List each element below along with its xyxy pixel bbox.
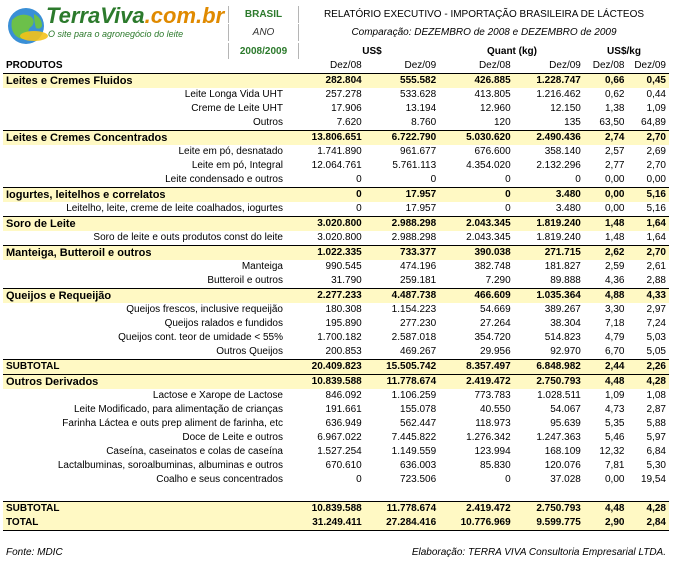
cell-uskg-dez08: 7,18 — [604, 318, 625, 329]
cell-kg-dez08: 1.276.342 — [466, 432, 511, 443]
cell-us-dez09: 4.487.738 — [365, 289, 439, 304]
cell-kg-dez08: 466.609 — [439, 289, 513, 304]
cell-us-dez08 — [286, 487, 365, 502]
cell-kg-dez08: 2.043.345 — [439, 217, 513, 232]
cell-us-dez08: 0 — [286, 188, 365, 203]
cell-kg-dez09: 2.750.793 — [514, 375, 584, 390]
cell-uskg-dez09: 7,24 — [646, 318, 666, 329]
cell-kg-dez08: 2.419.472 — [439, 502, 513, 517]
row-label: SUBTOTAL — [3, 360, 286, 375]
cell-uskg-dez08: 0,62 — [604, 89, 625, 100]
cell-uskg-dez09: 5,05 — [646, 346, 666, 357]
cell-us-dez08: 0 — [356, 474, 362, 485]
cell-us-dez09: 2.587.018 — [391, 332, 437, 343]
cell-uskg-dez08: 0,00 — [604, 203, 625, 214]
cell-uskg-dez08: 5,46 — [604, 432, 625, 443]
cell-kg-dez08: 120 — [493, 117, 511, 128]
cell-kg-dez08: 123.994 — [474, 446, 511, 457]
cell-uskg-dez09: 4,28 — [627, 502, 669, 517]
cell-uskg-dez09: 2,70 — [646, 160, 666, 171]
cell-us-dez08: 10.839.588 — [286, 375, 365, 390]
cell-uskg-dez09: 4,33 — [627, 289, 669, 304]
cell-kg-dez08: 7.290 — [485, 275, 511, 286]
cell-uskg-dez08: 1,48 — [584, 217, 628, 232]
brand-domain: .com.br — [144, 3, 225, 28]
cell-kg-dez09: 358.140 — [544, 146, 581, 157]
cell-kg-dez09: 9.599.775 — [514, 516, 584, 531]
cell-us-dez08: 257.278 — [325, 89, 362, 100]
cell-kg-dez08: 0 — [505, 203, 511, 214]
cell-kg-dez09: 92.970 — [550, 346, 581, 357]
row-label — [3, 487, 286, 502]
cell-us-dez09: 11.778.674 — [365, 502, 439, 517]
cell-us-dez08: 12.064.761 — [311, 160, 362, 171]
cell-kg-dez09: 2.750.793 — [514, 502, 584, 517]
cell-us-dez09: 277.230 — [400, 318, 437, 329]
cell-kg-dez09: 135 — [564, 117, 581, 128]
row-label: Manteiga — [241, 261, 283, 272]
table-row — [3, 389, 669, 403]
cell-kg-dez09: 0 — [575, 174, 581, 185]
cell-kg-dez09: 1.035.364 — [514, 289, 584, 304]
cell-kg-dez09 — [514, 487, 584, 502]
cell-kg-dez09: 514.823 — [544, 332, 581, 343]
footer-credit: Elaboração: TERRA VIVA Consultoria Empresarial LTDA. — [411, 547, 666, 558]
row-label: Soro de leite e outs produtos const do leite — [93, 232, 283, 243]
cell-kg-dez08: 413.805 — [474, 89, 511, 100]
report-comparison: Comparação: DEZEMBRO de 2008 e DEZEMBRO de 2009 — [298, 24, 669, 41]
cell-kg-dez09: 95.639 — [550, 418, 581, 429]
cell-uskg-dez08: 5,35 — [604, 418, 625, 429]
terraviva-logo[interactable] — [6, 4, 228, 48]
cell-kg-dez09: 89.888 — [550, 275, 581, 286]
cell-us-dez09: 733.377 — [365, 246, 439, 261]
table-row — [3, 159, 669, 173]
cell-uskg-dez08: 2,90 — [584, 516, 628, 531]
table-row — [3, 431, 669, 445]
cell-uskg-dez09: 1,64 — [627, 217, 669, 232]
cell-uskg-dez09: 1,64 — [646, 232, 666, 243]
cell-uskg-dez08: 4,73 — [604, 404, 625, 415]
blank-row — [3, 487, 669, 502]
table-row — [3, 116, 669, 131]
col-group-quant: Quant (kg) — [487, 45, 537, 57]
cell-us-dez08: 990.545 — [325, 261, 362, 272]
footer-source: Fonte: MDIC — [6, 547, 63, 558]
imports-table — [3, 59, 669, 531]
col-group-us: US$ — [298, 43, 445, 59]
cell-us-dez08: 1.741.890 — [317, 146, 362, 157]
cell-kg-dez08: 54.669 — [480, 304, 511, 315]
cell-kg-dez08: 382.748 — [474, 261, 511, 272]
cell-uskg-dez08: 0,00 — [584, 188, 628, 203]
cell-kg-dez09: 3.480 — [514, 188, 584, 203]
brand-name-viva: Viva — [100, 3, 145, 28]
row-label: SUBTOTAL — [3, 502, 286, 517]
cell-us-dez09: 474.196 — [400, 261, 437, 272]
cell-us-dez09: 17.957 — [405, 203, 437, 214]
cell-uskg-dez08: 1,48 — [604, 232, 625, 243]
table-row — [3, 317, 669, 331]
table-row — [3, 345, 669, 360]
table-row — [3, 231, 669, 246]
cell-us-dez08: 1.022.335 — [286, 246, 365, 261]
cell-uskg-dez09: 2,87 — [646, 404, 666, 415]
cell-kg-dez09: 1.247.363 — [536, 432, 581, 443]
row-label: Leites e Cremes Concentrados — [3, 131, 286, 146]
cell-kg-dez08: 0 — [505, 474, 511, 485]
cell-kg-dez09: 2.490.436 — [514, 131, 584, 146]
cell-us-dez08: 7.620 — [336, 117, 362, 128]
cell-uskg-dez08: 6,70 — [604, 346, 625, 357]
group-row — [3, 74, 669, 89]
cell-us-dez08: 636.949 — [325, 418, 362, 429]
col-header-uskg-dez08: Dez/08 — [584, 59, 628, 74]
cell-uskg-dez09 — [627, 487, 669, 502]
cell-uskg-dez09: 5,03 — [646, 332, 666, 343]
cell-uskg-dez08: 0,00 — [604, 174, 625, 185]
cell-kg-dez09: 38.304 — [550, 318, 581, 329]
col-header-kg-dez09: Dez/09 — [514, 59, 584, 74]
cell-uskg-dez09: 0,00 — [646, 174, 666, 185]
table-row — [3, 102, 669, 116]
cell-us-dez08: 3.020.800 — [286, 217, 365, 232]
group-row — [3, 246, 669, 261]
cell-uskg-dez08: 1,38 — [604, 103, 625, 114]
col-header-us-dez09: Dez/09 — [365, 59, 439, 74]
cell-us-dez09: 7.445.822 — [391, 432, 437, 443]
table-row — [3, 145, 669, 159]
country-label: BRASIL — [228, 6, 298, 23]
cell-uskg-dez09: 2,84 — [627, 516, 669, 531]
cell-uskg-dez09: 2,70 — [627, 131, 669, 146]
cell-uskg-dez09: 2,26 — [627, 360, 669, 375]
brand-name-terra: Terra — [46, 3, 101, 28]
cell-kg-dez09: 120.076 — [544, 460, 581, 471]
table-row — [3, 445, 669, 459]
cell-us-dez08: 0 — [356, 174, 362, 185]
globe-icon — [6, 6, 50, 46]
cell-us-dez09: 961.677 — [400, 146, 437, 157]
col-header-kg-dez08: Dez/08 — [439, 59, 513, 74]
cell-kg-dez08: 85.830 — [480, 460, 511, 471]
row-label: Lactose e Xarope de Lactose — [152, 390, 283, 401]
group-row — [3, 131, 669, 146]
row-label: Doce de Leite e outros — [182, 432, 283, 443]
cell-us-dez08: 17.906 — [331, 103, 362, 114]
row-label: Queijos e Requeijão — [3, 289, 286, 304]
cell-kg-dez09: 3.480 — [555, 203, 581, 214]
row-label: Queijos ralados e fundidos — [164, 318, 283, 329]
cell-kg-dez08: 390.038 — [439, 246, 513, 261]
cell-us-dez08: 13.806.651 — [286, 131, 365, 146]
cell-uskg-dez09: 5,30 — [646, 460, 666, 471]
cell-uskg-dez09: 19,54 — [640, 474, 666, 485]
cell-kg-dez08: 2.043.345 — [466, 232, 511, 243]
cell-us-dez08: 3.020.800 — [317, 232, 362, 243]
row-label: Leite em pó, Integral — [191, 160, 283, 171]
cell-us-dez09: 8.760 — [411, 117, 437, 128]
cell-uskg-dez08: 0,00 — [604, 474, 625, 485]
cell-kg-dez08: 27.264 — [480, 318, 511, 329]
cell-us-dez09: 13.194 — [405, 103, 437, 114]
report-title: RELATÓRIO EXECUTIVO - IMPORTAÇÃO BRASILEIRA DE LÁCTEOS — [298, 6, 669, 23]
cell-uskg-dez08: 7,81 — [604, 460, 625, 471]
cell-kg-dez09: 6.848.982 — [514, 360, 584, 375]
cell-us-dez08: 1.700.182 — [317, 332, 362, 343]
column-header-row — [3, 59, 669, 74]
cell-uskg-dez09: 5,16 — [627, 188, 669, 203]
cell-us-dez09: 27.284.416 — [365, 516, 439, 531]
cell-us-dez08: 2.277.233 — [286, 289, 365, 304]
cell-us-dez09: 562.447 — [400, 418, 437, 429]
row-label: Lactalbuminas, soroalbuminas, albuminas e outros — [57, 460, 283, 471]
table-row — [3, 274, 669, 289]
table-row — [3, 459, 669, 473]
cell-us-dez09: 2.988.298 — [365, 217, 439, 232]
row-label: Manteiga, Butteroil e outros — [3, 246, 286, 261]
cell-uskg-dez08: 2,62 — [584, 246, 628, 261]
cell-us-dez08: 20.409.823 — [286, 360, 365, 375]
cell-uskg-dez09: 2,69 — [646, 146, 666, 157]
total-row — [3, 516, 669, 531]
cell-kg-dez08: 8.357.497 — [439, 360, 513, 375]
cell-uskg-dez09: 4,28 — [627, 375, 669, 390]
cell-us-dez09: 1.106.259 — [391, 390, 437, 401]
row-label: Outros — [252, 117, 283, 128]
cell-kg-dez08: 773.783 — [474, 390, 511, 401]
table-row — [3, 303, 669, 317]
cell-us-dez08: 195.890 — [325, 318, 362, 329]
cell-uskg-dez08: 4,48 — [584, 502, 628, 517]
cell-kg-dez08: 40.550 — [480, 404, 511, 415]
row-label: Outros Derivados — [3, 375, 286, 390]
cell-uskg-dez09: 2,70 — [627, 246, 669, 261]
cell-uskg-dez09: 5,97 — [646, 432, 666, 443]
cell-us-dez08: 31.790 — [331, 275, 362, 286]
group-row — [3, 375, 669, 390]
cell-uskg-dez08: 4,48 — [584, 375, 628, 390]
row-label: Creme de Leite UHT — [191, 103, 283, 114]
row-label: Soro de Leite — [3, 217, 286, 232]
cell-uskg-dez08: 4,79 — [604, 332, 625, 343]
cell-us-dez09: 636.003 — [400, 460, 437, 471]
cell-us-dez09: 1.154.223 — [391, 304, 437, 315]
row-label: Butteroil e outros — [207, 275, 283, 286]
cell-kg-dez08: 426.885 — [439, 74, 513, 89]
cell-us-dez09: 723.506 — [400, 474, 437, 485]
cell-us-dez09: 1.149.559 — [391, 446, 437, 457]
cell-kg-dez09: 1.228.747 — [514, 74, 584, 89]
year-label: ANO — [228, 24, 298, 41]
row-label: Leite Modificado, para alimentação de crianças — [73, 404, 283, 415]
col-group-usskg: US$/kg — [607, 45, 641, 57]
cell-kg-dez08 — [439, 487, 513, 502]
cell-kg-dez09: 181.827 — [544, 261, 581, 272]
cell-us-dez09: 6.722.790 — [365, 131, 439, 146]
cell-uskg-dez08: 4,36 — [604, 275, 625, 286]
cell-us-dez09: 155.078 — [400, 404, 437, 415]
cell-uskg-dez09: 1,09 — [646, 103, 666, 114]
cell-us-dez09: 469.267 — [400, 346, 437, 357]
cell-uskg-dez08: 2,74 — [584, 131, 628, 146]
cell-us-dez09: 533.628 — [400, 89, 437, 100]
cell-us-dez08: 200.853 — [325, 346, 362, 357]
cell-us-dez08: 31.249.411 — [286, 516, 365, 531]
cell-kg-dez08: 10.776.969 — [439, 516, 513, 531]
cell-kg-dez08: 29.956 — [480, 346, 511, 357]
cell-uskg-dez09: 2,61 — [646, 261, 666, 272]
cell-uskg-dez08 — [584, 487, 628, 502]
cell-kg-dez09: 37.028 — [550, 474, 581, 485]
col-header-uskg-dez09: Dez/09 — [627, 59, 669, 74]
row-label: Caseína, caseinatos e colas de caseína — [106, 446, 283, 457]
cell-kg-dez08: 2.419.472 — [439, 375, 513, 390]
cell-uskg-dez08: 4,88 — [584, 289, 628, 304]
subtotal-row — [3, 502, 669, 517]
row-label: Coalho e seus concentrados — [156, 474, 283, 485]
cell-us-dez09: 17.957 — [365, 188, 439, 203]
cell-us-dez08: 1.527.254 — [317, 446, 362, 457]
cell-uskg-dez09: 0,45 — [627, 74, 669, 89]
cell-us-dez09: 11.778.674 — [365, 375, 439, 390]
cell-kg-dez09: 1.216.462 — [536, 89, 581, 100]
row-label: Queijos cont. teor de umidade < 55% — [118, 332, 283, 343]
cell-kg-dez09: 1.028.511 — [537, 390, 581, 401]
row-label: Queijos frescos, inclusive requeijão — [126, 304, 283, 315]
cell-kg-dez08: 354.720 — [474, 332, 511, 343]
table-row — [3, 202, 669, 217]
brand-tagline: O site para o agronegócio do leite — [48, 29, 184, 39]
cell-kg-dez09: 2.132.296 — [536, 160, 581, 171]
cell-uskg-dez08: 12,32 — [599, 446, 625, 457]
cell-us-dez08: 10.839.588 — [286, 502, 365, 517]
cell-kg-dez09: 1.819.240 — [536, 232, 581, 243]
row-label: Outros Queijos — [216, 346, 283, 357]
cell-us-dez09: 0 — [430, 174, 437, 185]
cell-us-dez08: 670.610 — [325, 460, 362, 471]
cell-kg-dez09: 271.715 — [514, 246, 584, 261]
cell-uskg-dez08: 2,59 — [604, 261, 625, 272]
row-label: Leites e Cremes Fluidos — [3, 74, 286, 89]
cell-uskg-dez09: 5,88 — [646, 418, 666, 429]
group-row — [3, 289, 669, 304]
row-label: Leite condensado e outros — [165, 174, 283, 185]
row-label: Farinha Láctea e outs prep aliment de farinha, etc — [62, 418, 283, 429]
cell-uskg-dez08: 2,77 — [604, 160, 625, 171]
cell-kg-dez09: 54.067 — [550, 404, 581, 415]
group-row — [3, 217, 669, 232]
cell-us-dez09: 5.761.113 — [392, 160, 437, 171]
subtotal-row — [3, 360, 669, 375]
cell-us-dez08: 0 — [356, 203, 362, 214]
cell-us-dez08: 282.804 — [286, 74, 365, 89]
cell-kg-dez08: 5.030.620 — [439, 131, 513, 146]
cell-us-dez09 — [365, 487, 439, 502]
cell-us-dez08: 846.092 — [325, 390, 362, 401]
table-row — [3, 260, 669, 274]
cell-kg-dez08: 12.960 — [480, 103, 511, 114]
table-row — [3, 88, 669, 102]
cell-us-dez09: 2.988.298 — [391, 232, 437, 243]
cell-us-dez08: 180.308 — [325, 304, 362, 315]
cell-us-dez09: 15.505.742 — [365, 360, 439, 375]
cell-kg-dez08: 0 — [439, 188, 513, 203]
cell-uskg-dez09: 5,16 — [646, 203, 666, 214]
table-row — [3, 173, 669, 188]
table-row — [3, 403, 669, 417]
cell-kg-dez09: 389.267 — [544, 304, 581, 315]
cell-us-dez09: 555.582 — [365, 74, 439, 89]
cell-uskg-dez09: 2,97 — [646, 304, 666, 315]
cell-kg-dez08: 4.354.020 — [466, 160, 511, 171]
cell-kg-dez08: 0 — [505, 174, 511, 185]
cell-us-dez09: 259.181 — [400, 275, 437, 286]
row-label: Iogurtes, leitelhos e correlatos — [3, 188, 286, 203]
cell-kg-dez09: 1.819.240 — [514, 217, 584, 232]
table-row — [3, 417, 669, 431]
col-header-us-dez08: Dez/08 — [286, 59, 365, 74]
cell-uskg-dez08: 63,50 — [599, 117, 625, 128]
cell-uskg-dez08: 1,09 — [604, 390, 625, 401]
cell-uskg-dez08: 2,44 — [584, 360, 628, 375]
cell-kg-dez09: 12.150 — [550, 103, 581, 114]
col-header-products: PRODUTOS — [3, 59, 286, 74]
cell-uskg-dez09: 6,84 — [646, 446, 666, 457]
row-label: TOTAL — [3, 516, 286, 531]
row-label: Leitelho, leite, creme de leite coalhados, iogurtes — [66, 203, 283, 214]
cell-uskg-dez09: 64,89 — [640, 117, 666, 128]
cell-kg-dez09: 168.109 — [544, 446, 581, 457]
cell-uskg-dez09: 2,88 — [646, 275, 666, 286]
cell-uskg-dez08: 2,57 — [604, 146, 625, 157]
cell-kg-dez08: 118.973 — [475, 418, 511, 429]
group-row — [3, 188, 669, 203]
cell-uskg-dez09: 0,44 — [646, 89, 666, 100]
cell-uskg-dez08: 3,30 — [604, 304, 625, 315]
cell-kg-dez08: 676.600 — [474, 146, 511, 157]
cell-uskg-dez09: 1,08 — [646, 390, 666, 401]
cell-us-dez08: 6.967.022 — [317, 432, 362, 443]
table-row — [3, 473, 669, 487]
table-row — [3, 331, 669, 345]
cell-us-dez08: 191.661 — [325, 404, 362, 415]
cell-uskg-dez08: 0,66 — [584, 74, 628, 89]
row-label: Leite em pó, desnatado — [178, 146, 283, 157]
row-label: Leite Longa Vida UHT — [184, 89, 283, 100]
years-value: 2008/2009 — [228, 43, 298, 59]
